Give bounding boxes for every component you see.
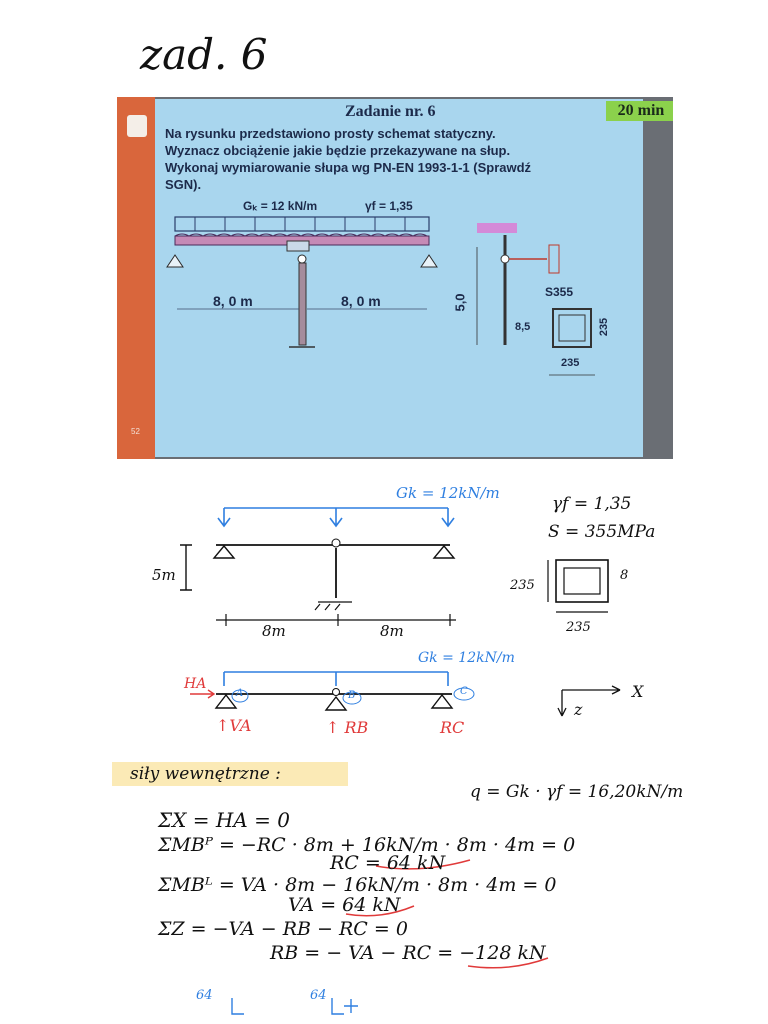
note-height: 5m xyxy=(152,566,176,584)
section-title: siły wewnętrzne : xyxy=(130,764,281,784)
pin-support-2-icon xyxy=(216,695,236,708)
steel-label: S355 xyxy=(545,285,574,299)
note-load: Gk = 12kN/m xyxy=(396,484,500,502)
bottom-value-1: 64 xyxy=(196,988,213,1003)
hinge-icon xyxy=(332,539,340,547)
roller-support-icon xyxy=(434,546,454,558)
note-sec-h: 235 xyxy=(510,578,535,593)
equation-7: RB = − VA − RC = −128 kN xyxy=(270,942,546,964)
load-line-2 xyxy=(224,672,448,686)
load-arrows-icon xyxy=(218,508,454,526)
slide-title: Zadanie nr. 6 xyxy=(345,103,436,120)
slide-text-line-4: SGN). xyxy=(165,177,202,192)
shear-fragment-1-icon xyxy=(232,998,244,1014)
thickness-label: 8,5 xyxy=(515,321,531,333)
load-label: Gₖ = 12 kN/m xyxy=(243,199,318,213)
label-node-b: B xyxy=(348,690,356,701)
span-right-label: 8, 0 m xyxy=(341,293,381,309)
slide-text-line-1: Na rysunku przedstawiono prosty schemat statyczny. xyxy=(165,126,496,141)
support-c-icon xyxy=(432,695,452,708)
note-load-2: Gk = 12kN/m xyxy=(418,650,515,666)
equation-4: ΣMBᴸ = VA · 8m − 16kN/m · 8m · 4m = 0 xyxy=(158,874,557,896)
slide-text-line-2: Wyznacz obciążenie jakie będzie przekazywane na słup. xyxy=(165,143,511,158)
equation-6: ΣZ = −VA − RB − RC = 0 xyxy=(158,918,408,940)
label-node-c: C xyxy=(460,686,468,697)
span-left-label: 8, 0 m xyxy=(213,293,253,309)
equation-5: VA = 64 kN xyxy=(288,894,401,916)
label-va: ↑VA xyxy=(216,716,252,735)
axis-icon xyxy=(558,686,620,716)
span-dimension xyxy=(216,614,456,626)
label-node-a: A xyxy=(236,688,244,699)
hinge-2-icon xyxy=(333,689,340,696)
time-badge: 20 min xyxy=(606,101,673,121)
height-label: 5,0 xyxy=(452,293,468,312)
label-axis-x: X xyxy=(632,682,644,701)
equation-3: RC = 64 kN xyxy=(330,852,446,874)
label-rc: RC xyxy=(440,718,465,737)
pin-support-icon xyxy=(214,546,234,558)
note-sec-w: 235 xyxy=(566,620,591,635)
note-span-left: 8m xyxy=(262,622,286,640)
section-height-label: 235 xyxy=(598,317,611,337)
equation-2: ΣMBᴾ = −RC · 8m + 16kN/m · 8m · 4m = 0 xyxy=(158,834,576,856)
note-sec-t: 8 xyxy=(620,568,629,583)
label-ha: HA xyxy=(184,676,207,692)
shear-fragment-2-icon xyxy=(332,998,358,1014)
equation-1: ΣX = HA = 0 xyxy=(158,808,290,832)
section-inner xyxy=(564,568,600,594)
height-dimension xyxy=(180,545,192,590)
note-span-right: 8m xyxy=(380,622,404,640)
note-gamma: γf = 1,35 xyxy=(552,494,632,514)
gamma-label: γf = 1,35 xyxy=(365,199,413,213)
slide-text-line-3: Wykonaj wymiarowanie słupa wg PN-EN 1993-1-1 (Sprawdź xyxy=(165,160,532,175)
label-axis-z: z xyxy=(574,700,583,719)
slide-page-number: 52 xyxy=(131,427,140,436)
label-rb: ↑ RB xyxy=(326,718,369,737)
q-equation: q = Gk · γf = 16,20kN/m xyxy=(470,782,684,802)
bottom-value-2: 64 xyxy=(310,988,327,1003)
section-width-label: 235 xyxy=(561,357,580,369)
note-steel: S = 355MPa xyxy=(548,522,656,542)
fixed-base-icon xyxy=(315,602,352,610)
page-heading: zad. 6 xyxy=(140,30,268,79)
